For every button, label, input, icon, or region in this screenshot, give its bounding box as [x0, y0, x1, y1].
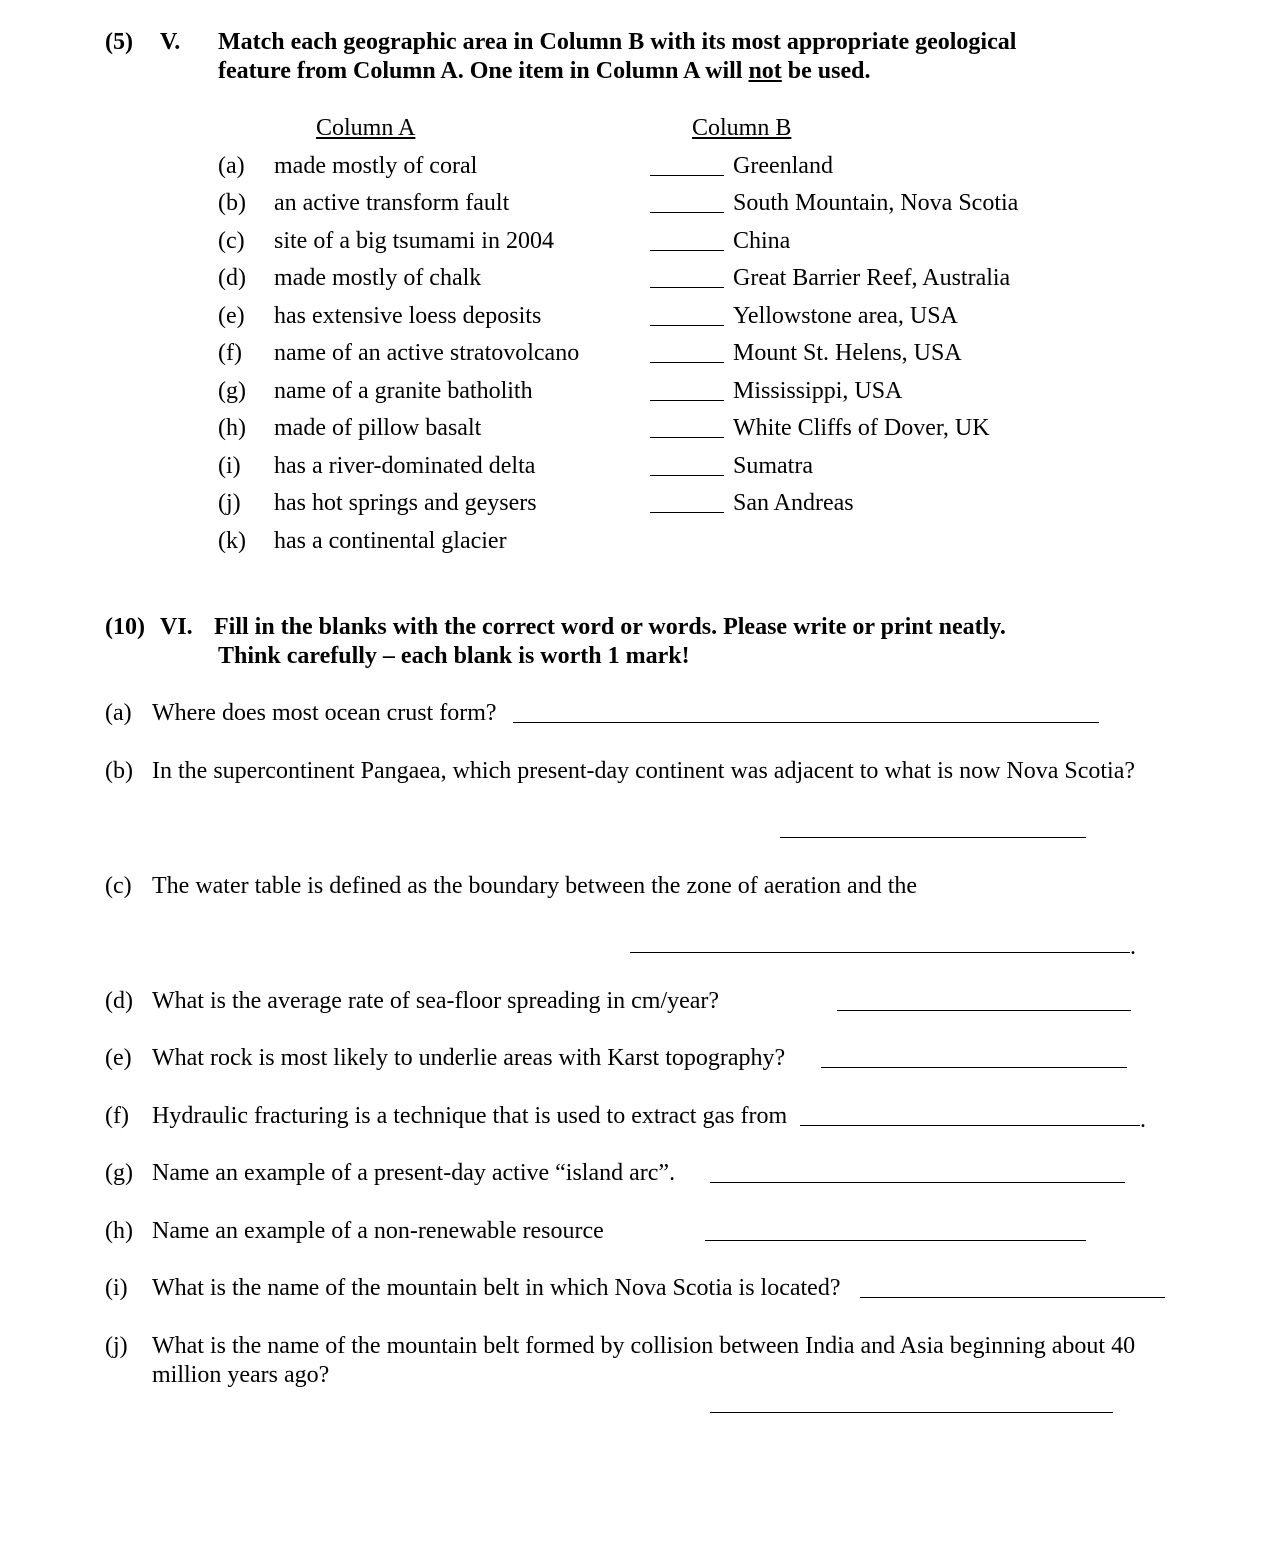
- column-a-label: (a): [218, 153, 245, 179]
- question-label: (a): [105, 700, 132, 726]
- column-a-item: site of a big tsumami in 2004: [274, 228, 554, 254]
- column-a-label: (d): [218, 265, 246, 291]
- section-5-instruction-line1: Match each geographic area in Column B with its most appropriate geological: [218, 29, 1017, 55]
- column-a-item: has extensive loess deposits: [274, 303, 542, 329]
- column-a-label: (h): [218, 415, 246, 441]
- sentence-period: .: [1130, 934, 1136, 960]
- column-a-item: has a river-dominated delta: [274, 453, 536, 479]
- match-answer-blank[interactable]: [650, 437, 724, 438]
- question-label: (b): [105, 758, 133, 784]
- question-label: (i): [105, 1275, 128, 1301]
- match-answer-blank[interactable]: [650, 250, 724, 251]
- column-a-label: (c): [218, 228, 245, 254]
- column-b-item: Mount St. Helens, USA: [733, 340, 962, 366]
- column-a-label: (j): [218, 490, 241, 516]
- question-text: In the supercontinent Pangaea, which present-day continent was adjacent to what is now Nova Scotia?: [152, 758, 1136, 784]
- column-a-item: has hot springs and geysers: [274, 490, 537, 516]
- answer-blank[interactable]: [780, 837, 1086, 838]
- section-6-instruction-line2: Think carefully – each blank is worth 1 mark!: [218, 643, 690, 669]
- question-label: (j): [105, 1333, 128, 1359]
- question-text-continued: million years ago?: [152, 1362, 330, 1388]
- instruction-not-emphasis: not: [748, 58, 782, 84]
- column-b-item: Sumatra: [733, 453, 813, 479]
- column-a-item: name of a granite batholith: [274, 378, 533, 404]
- question-label: (h): [105, 1218, 133, 1244]
- column-a-item: made of pillow basalt: [274, 415, 482, 441]
- column-b-item: South Mountain, Nova Scotia: [733, 190, 1019, 216]
- column-b-item: Greenland: [733, 153, 833, 179]
- section-5-roman: V.: [160, 29, 181, 55]
- column-b-item: Yellowstone area, USA: [733, 303, 958, 329]
- match-answer-blank[interactable]: [650, 400, 724, 401]
- question-text: The water table is defined as the boundary between the zone of aeration and the: [152, 873, 918, 899]
- column-b-item: Mississippi, USA: [733, 378, 903, 404]
- match-answer-blank[interactable]: [650, 512, 724, 513]
- column-a-label: (g): [218, 378, 246, 404]
- question-text: What is the average rate of sea-floor spreading in cm/year?: [152, 988, 720, 1014]
- match-answer-blank[interactable]: [650, 175, 724, 176]
- match-answer-blank[interactable]: [650, 287, 724, 288]
- question-text: Name an example of a non-renewable resource: [152, 1218, 604, 1244]
- section-6-roman: VI.: [160, 614, 193, 640]
- match-answer-blank[interactable]: [650, 362, 724, 363]
- answer-blank[interactable]: [513, 722, 1099, 723]
- column-a-item: made mostly of chalk: [274, 265, 482, 291]
- column-b-header: Column B: [692, 115, 792, 141]
- answer-blank[interactable]: [800, 1125, 1140, 1126]
- question-label: (f): [105, 1103, 129, 1129]
- column-b-item: San Andreas: [733, 490, 854, 516]
- answer-blank[interactable]: [821, 1067, 1127, 1068]
- column-b-item: China: [733, 228, 791, 254]
- question-text: What rock is most likely to underlie areas with Karst topography?: [152, 1045, 786, 1071]
- match-answer-blank[interactable]: [650, 212, 724, 213]
- column-a-label: (i): [218, 453, 241, 479]
- match-answer-blank[interactable]: [650, 475, 724, 476]
- answer-blank[interactable]: [860, 1297, 1165, 1298]
- column-a-item: name of an active stratovolcano: [274, 340, 580, 366]
- answer-blank[interactable]: [630, 952, 1130, 953]
- answer-blank[interactable]: [710, 1182, 1125, 1183]
- question-label: (c): [105, 873, 132, 899]
- question-text: What is the name of the mountain belt in which Nova Scotia is located?: [152, 1275, 841, 1301]
- question-label: (g): [105, 1160, 133, 1186]
- section-5-marks: (5): [105, 29, 133, 55]
- match-answer-blank[interactable]: [650, 325, 724, 326]
- column-a-label: (e): [218, 303, 245, 329]
- column-a-item: an active transform fault: [274, 190, 510, 216]
- question-label: (d): [105, 988, 133, 1014]
- question-label: (e): [105, 1045, 132, 1071]
- section-6-marks: (10): [105, 614, 145, 640]
- sentence-period: .: [1140, 1107, 1146, 1133]
- section-5-instruction-line2: [218, 59, 870, 83]
- column-b-item: Great Barrier Reef, Australia: [733, 265, 1011, 291]
- question-text: Hydraulic fracturing is a technique that is used to extract gas from: [152, 1103, 788, 1129]
- column-a-item: made mostly of coral: [274, 153, 478, 179]
- answer-blank[interactable]: [710, 1412, 1113, 1413]
- question-text: What is the name of the mountain belt formed by collision between India and Asia beginning about 40: [152, 1333, 1136, 1359]
- question-text: Name an example of a present-day active “island arc”.: [152, 1160, 676, 1186]
- question-text: Where does most ocean crust form?: [152, 700, 497, 726]
- column-a-header: Column A: [316, 115, 416, 141]
- answer-blank[interactable]: [705, 1240, 1086, 1241]
- column-a-label: (b): [218, 190, 246, 216]
- instruction-text-end: be used.: [781, 58, 871, 84]
- column-b-item: White Cliffs of Dover, UK: [733, 415, 990, 441]
- column-a-label: (k): [218, 528, 246, 554]
- column-a-label: (f): [218, 340, 242, 366]
- column-a-item: has a continental glacier: [274, 528, 507, 554]
- section-6-instruction-line1: Fill in the blanks with the correct word or words. Please write or print neatly.: [214, 614, 1006, 640]
- instruction-text: feature from Column A. One item in Column A will: [218, 58, 749, 84]
- answer-blank[interactable]: [837, 1010, 1131, 1011]
